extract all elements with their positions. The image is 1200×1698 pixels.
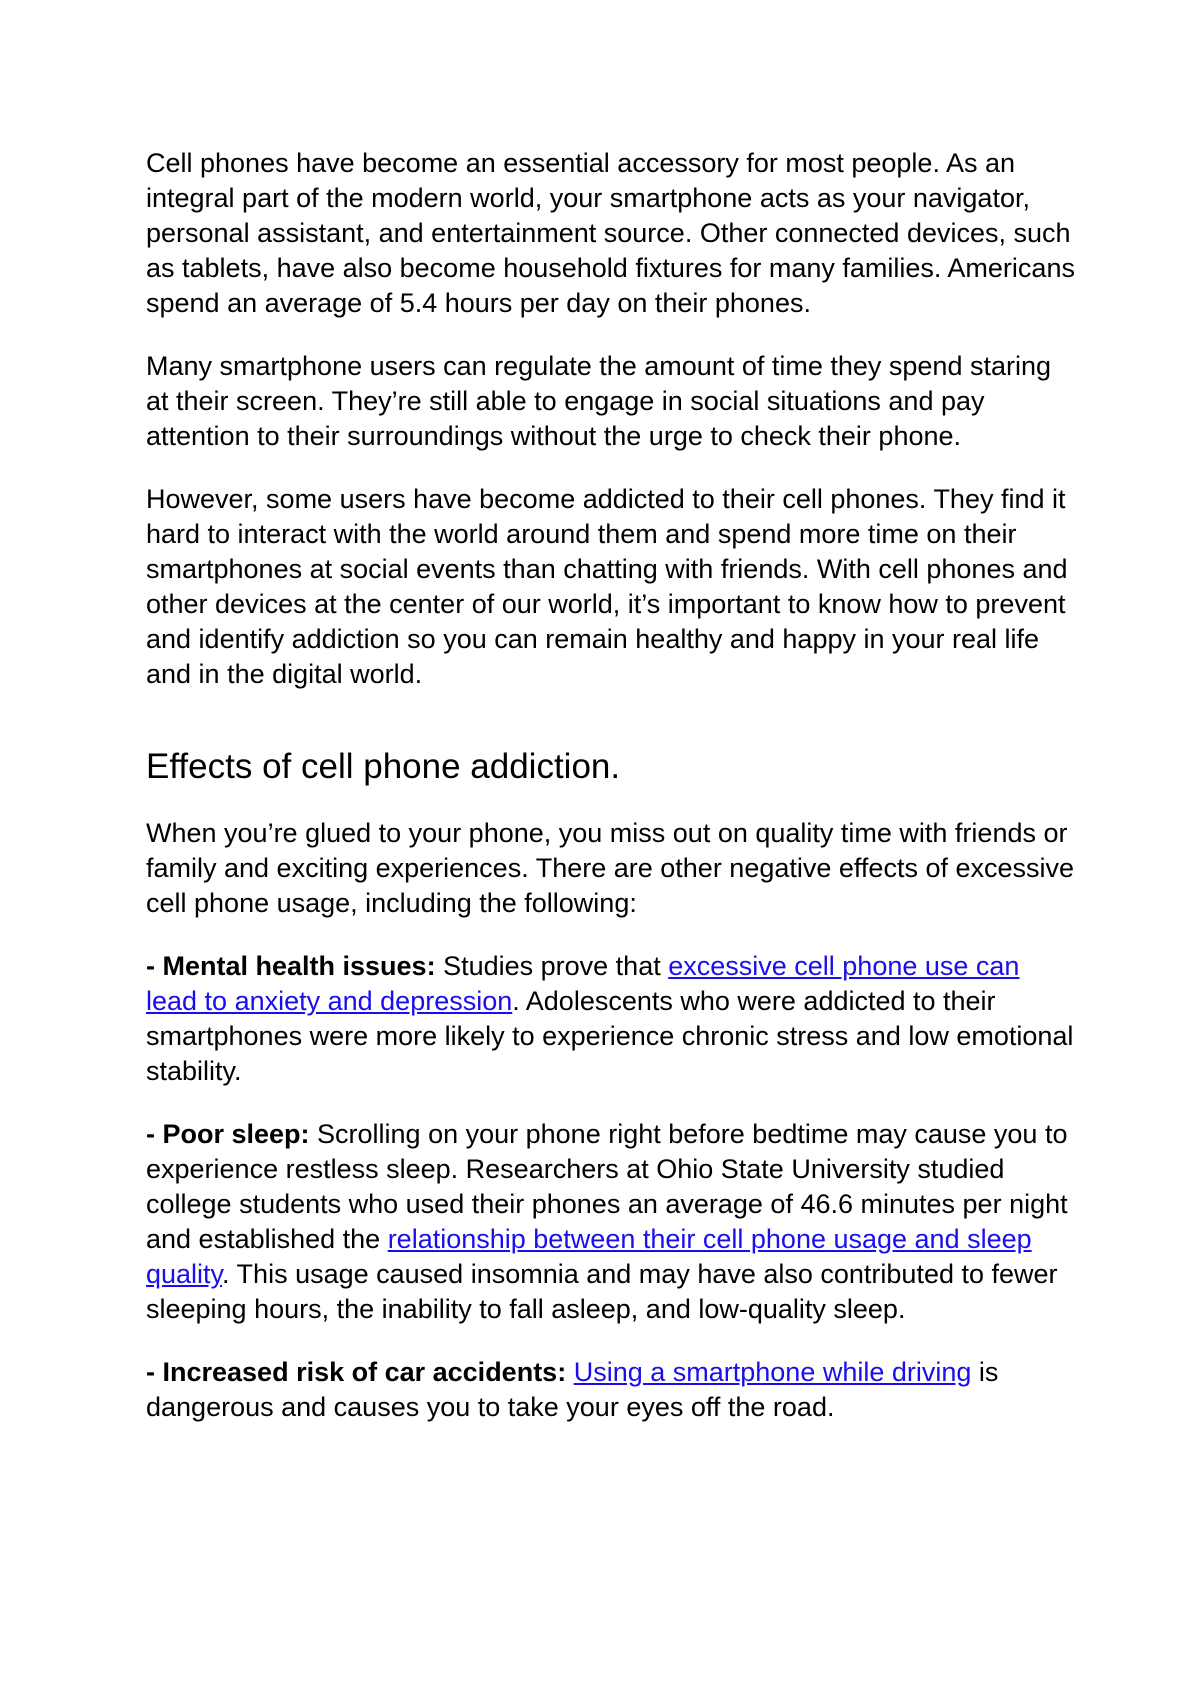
section-heading: Effects of cell phone addiction. (146, 747, 621, 786)
intro-paragraph-2: Many smartphone users can regulate the amount of time they spend staring at their screen. They’re still able to engage in social situations and pay attention to their surroundings without the urge to check their phone. (146, 351, 1052, 451)
effect-label: - Mental health issues: (146, 951, 436, 981)
sleep-quality-link[interactable]: relationship between their cell phone usage and sleep quality (146, 1224, 1032, 1289)
effect-item-car-accidents (146, 1355, 1076, 1425)
document-body (146, 146, 1076, 1453)
effect-text: Studies prove that (435, 951, 669, 981)
effect-text (566, 1357, 574, 1387)
anxiety-depression-link[interactable]: excessive cell phone use can lead to anxiety and depression (146, 951, 1020, 1016)
intro-paragraph-1: Cell phones have become an essential accessory for most people. As an integral part of the modern world, your smartphone acts as your navigator, personal assistant, and entertainment source. Other connected devices, such as tablets, have also become household fixtures for many families. Americans spend an average of 5.4 hours per day on their phones. (146, 148, 1075, 318)
effect-item-mental-health (146, 949, 1076, 1089)
effect-text: Scrolling on your phone right before bedtime may cause you to experience restless sleep. Researchers at Ohio State University studied college students who used their phones an average of 46.6 minutes per night and established the (146, 1119, 1068, 1254)
section-intro-paragraph: When you’re glued to your phone, you miss out on quality time with friends or family and exciting experiences. There are other negative effects of excessive cell phone usage, including the following: (146, 818, 1075, 918)
effect-text: . This usage caused insomnia and may have also contributed to fewer sleeping hours, the inability to fall asleep, and low-quality sleep. (146, 1259, 1058, 1324)
effect-label: - Increased risk of car accidents: (146, 1357, 567, 1387)
effect-text: . Adolescents who were addicted to their smartphones were more likely to experience chronic stress and low emotional stability. (146, 986, 1074, 1086)
effect-item-poor-sleep (146, 1117, 1076, 1327)
effect-label: - Poor sleep: (146, 1119, 310, 1149)
intro-paragraph-3: However, some users have become addicted to their cell phones. They find it hard to interact with the world around them and spend more time on their smartphones at social events than chatting with friends. With cell phones and other devices at the center of our world, it’s important to know how to prevent and identify addiction so you can remain healthy and happy in your real life and in the digital world. (146, 484, 1068, 689)
effect-text: is dangerous and causes you to take your eyes off the road. (146, 1357, 999, 1422)
smartphone-driving-link[interactable]: Using a smartphone while driving (573, 1357, 972, 1387)
